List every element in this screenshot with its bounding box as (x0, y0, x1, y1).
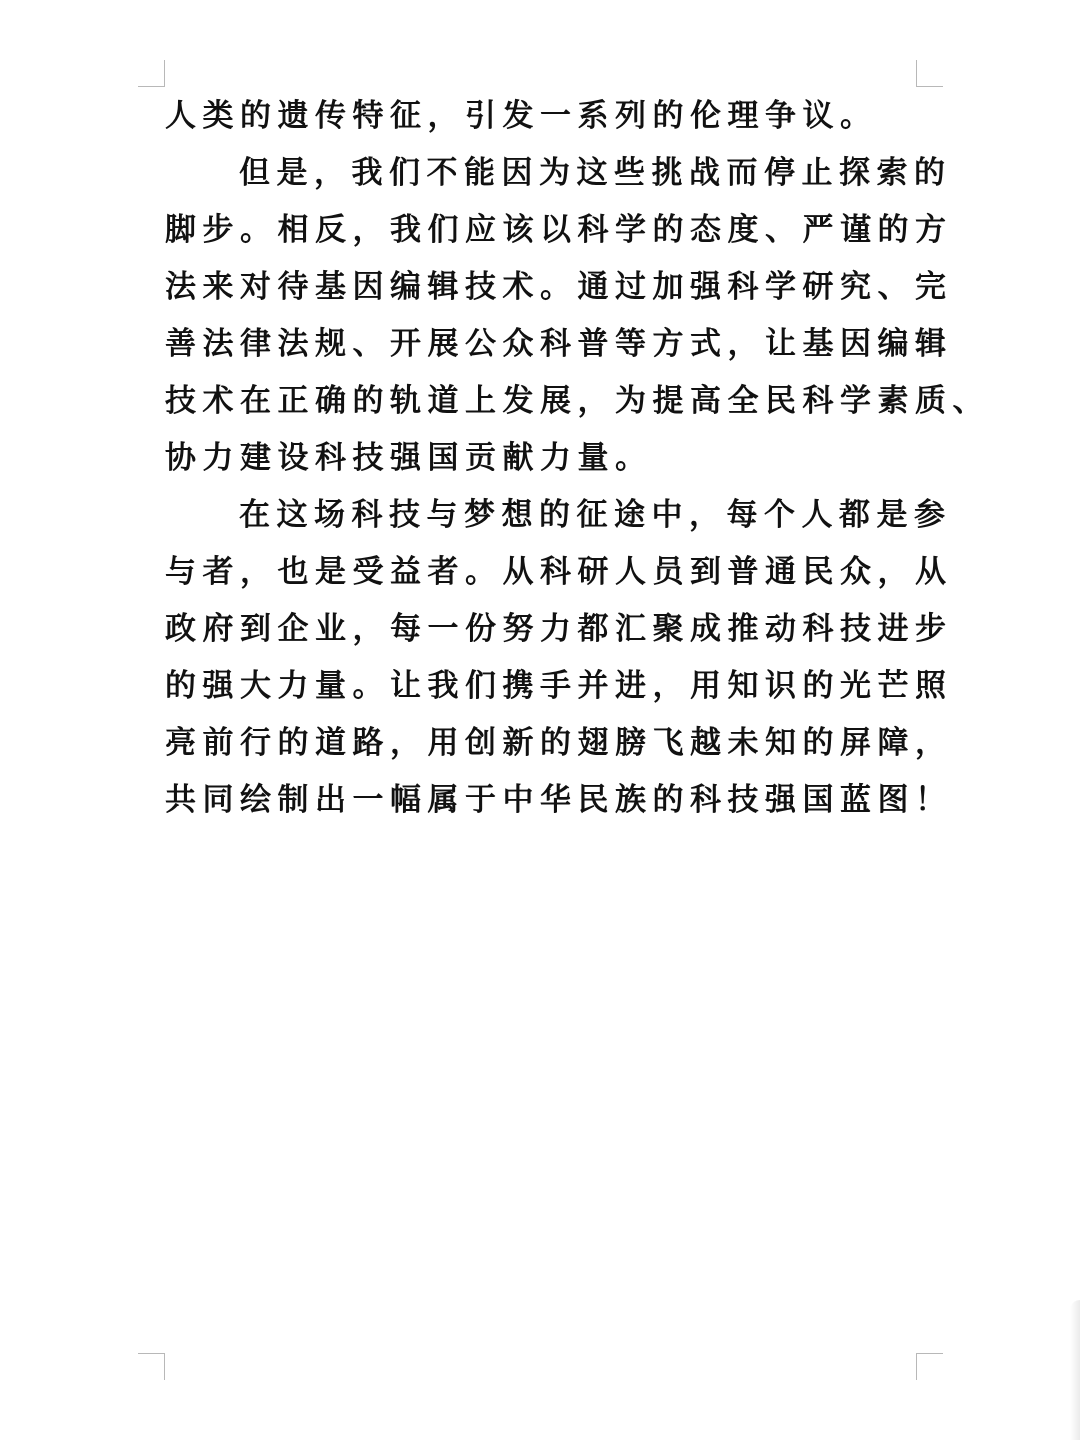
text-line: 亮前行的道路，用创新的翅膀飞越未知的屏障， (165, 725, 953, 761)
text-line: 共同绘制出一幅属于中华民族的科技强国蓝图！ (165, 782, 953, 818)
text-line: 善法律法规、开展公众科普等方式，让基因编辑 (165, 326, 953, 362)
text-line: 人类的遗传特征，引发一系列的伦理争议。 (165, 98, 878, 134)
crop-mark-bottom-right (916, 1353, 943, 1380)
text-line: 与者，也是受益者。从科研人员到普通民众，从 (165, 554, 953, 590)
text-line: 的强大力量。让我们携手并进，用知识的光芒照 (165, 668, 953, 704)
page-edge-shadow (1070, 1300, 1080, 1440)
text-line: 但是，我们不能因为这些挑战而停止探索的 (239, 155, 952, 191)
text-line: 法来对待基因编辑技术。通过加强科学研究、完 (165, 269, 953, 305)
document-body (165, 88, 990, 829)
text-line: 协力建设科技强国贡献力量。 (165, 440, 653, 476)
crop-mark-bottom-left (138, 1353, 165, 1380)
crop-mark-top-right (916, 60, 943, 87)
text-line: 技术在正确的轨道上发展，为提高全民科学素质、 (165, 383, 990, 419)
text-line: 脚步。相反，我们应该以科学的态度、严谨的方 (165, 212, 953, 248)
text-line: 政府到企业，每一份努力都汇聚成推动科技进步 (165, 611, 953, 647)
text-line: 在这场科技与梦想的征途中，每个人都是参 (239, 497, 952, 533)
crop-mark-top-left (138, 60, 165, 87)
